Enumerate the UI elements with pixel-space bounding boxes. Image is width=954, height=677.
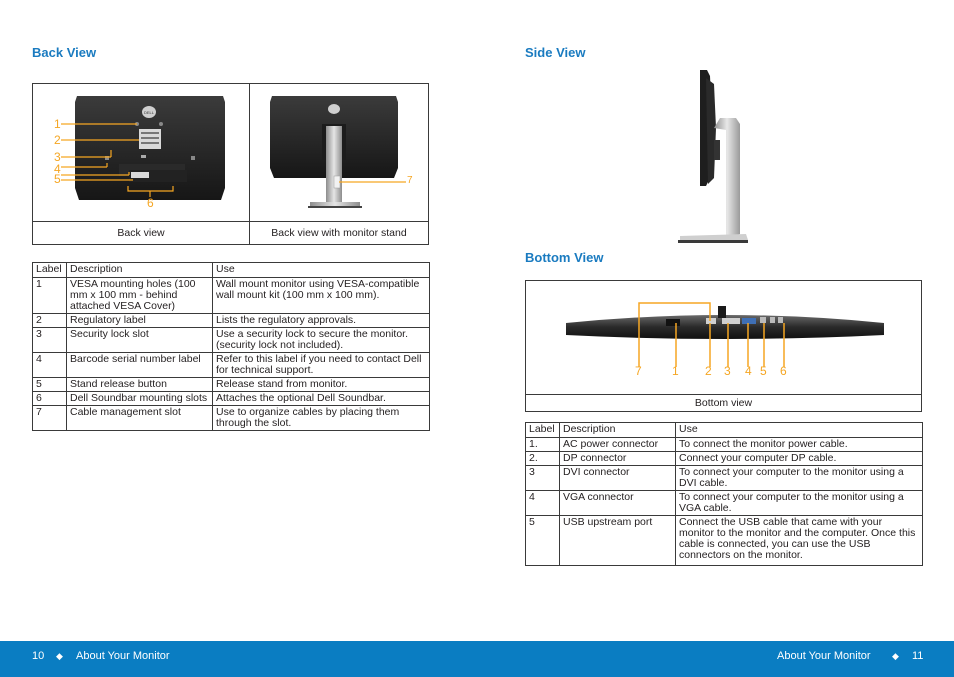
table-row [526, 438, 923, 452]
cell-description: Dell Soundbar mounting slots [67, 392, 213, 406]
cell-label: 5 [526, 516, 560, 566]
callout-number-5: 5 [54, 172, 61, 186]
table-header-row [526, 423, 923, 438]
cell-use: Release stand from monitor. [213, 378, 430, 392]
callout-number-4: 4 [54, 162, 61, 176]
column-header-description: Description [67, 263, 213, 278]
table-header-row [33, 263, 430, 278]
cell-description: AC power connector [560, 438, 676, 452]
back-view-table [32, 262, 430, 431]
cell-description: VGA connector [560, 491, 676, 516]
back-view-heading: Back View [32, 45, 97, 60]
cell-use: Connect the USB cable that came with your monitor to the monitor and the computer. Once this cable is connected, you can use the USB connectors on the monitor. [676, 516, 923, 566]
cell-use: Lists the regulatory approvals. [213, 314, 430, 328]
table-row [33, 278, 430, 314]
cell-use: Connect your computer DP cable. [676, 452, 923, 466]
cell-description: Stand release button [67, 378, 213, 392]
page-footer [0, 641, 954, 677]
bottom-callout-6: 6 [780, 364, 787, 378]
bottom-view-table [525, 422, 923, 566]
column-header-use: Use [213, 263, 430, 278]
back-stand-caption: Back view with monitor stand [271, 227, 407, 239]
cell-description: Barcode serial number label [67, 353, 213, 378]
right-footer-title: About Your Monitor [777, 650, 871, 662]
right-page-number: 11 [912, 650, 924, 662]
cell-use: Wall mount monitor using VESA-compatible wall mount kit (100 mm x 100 mm). [213, 278, 430, 314]
cell-label: 4 [526, 491, 560, 516]
column-header-label: Label [33, 263, 67, 278]
table-row [526, 452, 923, 466]
cell-description: VESA mounting holes (100 mm x 100 mm - behind attached VESA Cover) [67, 278, 213, 314]
column-header-use: Use [676, 423, 923, 438]
cell-label: 3 [33, 328, 67, 353]
left-footer-title: About Your Monitor [76, 650, 170, 662]
bottom-view-caption: Bottom view [694, 397, 753, 409]
cell-use: To connect your computer to the monitor using a DVI cable. [676, 466, 923, 491]
cell-use: Use to organize cables by placing them through the slot. [213, 406, 430, 431]
cell-label: 1. [526, 438, 560, 452]
monitor-back-stand-image [250, 84, 428, 221]
cell-use: Use a security lock to secure the monitor. (security lock not included). [213, 328, 430, 353]
table-row [526, 466, 923, 491]
cell-description: DP connector [560, 452, 676, 466]
callout-number-3: 3 [54, 150, 61, 164]
table-row [33, 328, 430, 353]
bottom-callout-5: 5 [760, 364, 767, 378]
monitor-side-image [676, 68, 752, 246]
callout-number-7: 7 [407, 175, 413, 186]
cell-description: DVI connector [560, 466, 676, 491]
bottom-callout-2: 2 [705, 364, 712, 378]
cell-description: USB upstream port [560, 516, 676, 566]
cell-use: Refer to this label if you need to contact Dell for technical support. [213, 353, 430, 378]
cell-use: Attaches the optional Dell Soundbar. [213, 392, 430, 406]
table-row [33, 406, 430, 431]
cell-label: 2 [33, 314, 67, 328]
cell-label: 4 [33, 353, 67, 378]
cell-description: Cable management slot [67, 406, 213, 431]
svg-text:DELL: DELL [143, 110, 155, 115]
cell-label: 6 [33, 392, 67, 406]
cell-label: 3 [526, 466, 560, 491]
left-page-number: 10 [32, 650, 45, 662]
bottom-callout-7: 7 [635, 364, 642, 378]
cell-label: 2. [526, 452, 560, 466]
bottom-callout-4: 4 [745, 364, 752, 378]
callout-number-6: 6 [147, 196, 154, 210]
back-view-caption: Back view [117, 227, 165, 239]
table-row [33, 392, 430, 406]
table-row [33, 378, 430, 392]
table-row [33, 353, 430, 378]
cell-description: Regulatory label [67, 314, 213, 328]
bottom-view-heading: Bottom View [525, 250, 604, 265]
side-view-heading: Side View [525, 45, 586, 60]
table-row [526, 491, 923, 516]
cell-use: To connect the monitor power cable. [676, 438, 923, 452]
diamond-icon: ◆ [56, 651, 63, 661]
cell-description: Security lock slot [67, 328, 213, 353]
monitor-back-image [33, 84, 248, 221]
table-row [526, 516, 923, 566]
diamond-icon: ◆ [892, 651, 899, 661]
cell-label: 1 [33, 278, 67, 314]
callout-number-1: 1 [54, 117, 61, 131]
cell-use: To connect your computer to the monitor using a VGA cable. [676, 491, 923, 516]
table-row [33, 314, 430, 328]
cell-label: 7 [33, 406, 67, 431]
cell-label: 5 [33, 378, 67, 392]
bottom-callout-1: 1 [672, 364, 679, 378]
bottom-callout-3: 3 [724, 364, 731, 378]
callout-number-2: 2 [54, 133, 61, 147]
column-header-description: Description [560, 423, 676, 438]
column-header-label: Label [526, 423, 560, 438]
